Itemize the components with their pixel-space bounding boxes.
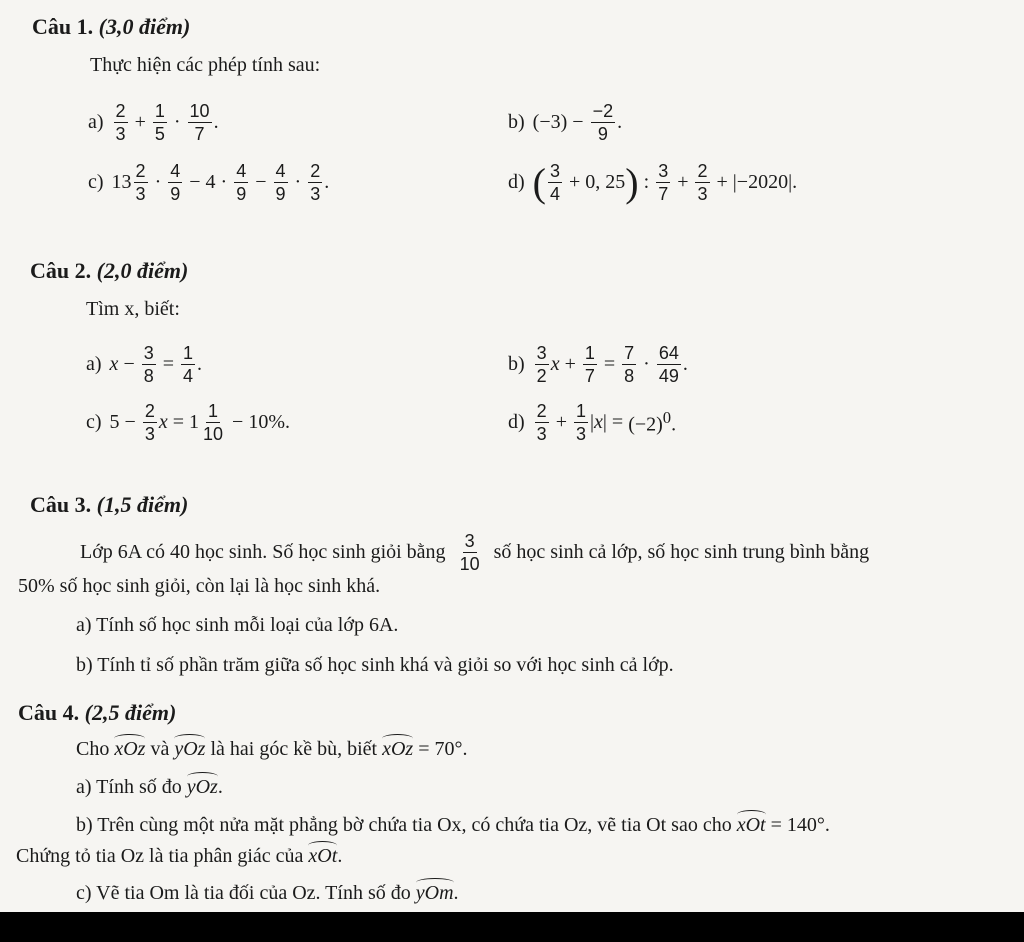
q2-b: b) $\frac{3}{2}$ x + $\frac{1}{7}$ = $\frac{7}{8}$ · $\frac{64}{49}$ . [508,343,688,386]
q2-points: (2,0 điểm) [96,258,189,283]
q4-line1 [76,738,467,761]
q2-d-label: d) [508,411,525,433]
q4-line1-d: = 70°. [418,738,468,760]
angle-yOz: yOz [174,738,206,760]
angle-xOz-2: xOz [382,738,414,760]
q2-c: c) 5 − $\frac{2}{3}$ x = 1 $\frac{1}{10}$ − 10%. [86,401,290,444]
q4-c-text: c) Vẽ tia Om là tia đối của Oz. Tính số đo [76,882,411,904]
angle-yOm: yOm [415,882,454,904]
q2-a-label: a) [86,353,102,375]
q2-heading [30,258,188,284]
q4-points: (2,5 điểm) [84,700,177,725]
q1-d-label: d) [508,171,525,193]
q1-d: d) ( $\frac{3}{4}$ + 0, 25 ) : $\frac{3}{7}$ + $\frac{2}{3}$ + |−2020|. [508,159,798,205]
q1-number: Câu 1. [32,14,94,39]
q4-b1-text: b) Trên cùng một nửa mặt phẳng bờ chứa tia Ox, có chứa tia Oz, vẽ tia Ot sao cho [76,814,732,836]
q1-b: b) (−3) − $\frac{-2}{9}$ . [508,101,623,144]
q4-b2-text: Chứng tỏ tia Oz là tia phân giác của [16,845,304,867]
q4-c: c) Vẽ tia Om là tia đối của Oz. Tính số đo yOm. [76,882,459,904]
q3-line2: 50% số học sinh giỏi, còn lại là học sinh khá. [18,575,381,597]
bottom-black-bar [0,912,1024,942]
q3-line1: Lớp 6A có 40 học sinh. Số học sinh giỏi bằng $\frac{3}{10}$ số học sinh cả lớp, số học sinh trung bình bằng [80,531,870,574]
q4-a-text: a) Tính số đo [76,776,182,798]
q4-b-line2: Chứng tỏ tia Oz là tia phân giác của xOt. [16,845,343,867]
q2-a: a) x − $\frac{3}{8}$ = $\frac{1}{4}$ . [86,343,203,386]
q4-b1-end: = 140°. [770,814,830,836]
q1-heading [32,14,190,40]
q1-a: a) $\frac{2}{3}$ + $\frac{1}{5}$ · $\frac{10}{7}$ . [88,101,219,144]
q2-c-label: c) [86,411,102,433]
angle-yOz-2: yOz [186,776,218,798]
q2-d: d) $\frac{2}{3}$ + $\frac{1}{3}$ |x| = $(-2)^0$. [508,401,677,444]
angle-xOt: xOt [736,814,766,836]
q1-c-label: c) [88,171,104,193]
q1-c: c) 13 $\frac{2}{3}$ · $\frac{4}{9}$ − 4 · $\frac{4}{9}$ − $\frac{4}{9}$ · $\frac{2}{3}$ . [88,161,330,204]
q4-line1-a: Cho [76,738,110,760]
q1-intro: Thực hiện các phép tính sau: [90,54,321,76]
q4-heading [18,700,176,726]
q2-intro: Tìm x, biết: [86,298,180,320]
q4-line1-c: là hai góc kề bù, biết [210,738,378,760]
q4-b-line1 [76,814,830,837]
q3-heading [30,492,188,518]
q4-a: a) Tính số đo yOz. [76,776,223,798]
q1-a-label: a) [88,111,104,133]
q3-number: Câu 3. [30,492,92,517]
q3-b: b) Tính tỉ số phần trăm giữa số học sinh khá và giỏi so với học sinh cả lớp. [76,654,674,676]
q3-a: a) Tính số học sinh mỗi loại của lớp 6A. [76,614,399,636]
q1-points: (3,0 điểm) [98,14,191,39]
q3-line1-start: Lớp 6A có 40 học sinh. Số học sinh giỏi bằng [80,541,446,563]
q4-number: Câu 4. [18,700,80,725]
angle-xOz: xOz [114,738,146,760]
q2-number: Câu 2. [30,258,92,283]
q3-line1-end: số học sinh cả lớp, số học sinh trung bình bằng [493,541,870,563]
q4-line1-b: và [150,738,170,760]
q2-b-label: b) [508,353,525,375]
angle-xOt-2: xOt [308,845,338,867]
q3-points: (1,5 điểm) [96,492,189,517]
q1-b-label: b) [508,111,525,133]
